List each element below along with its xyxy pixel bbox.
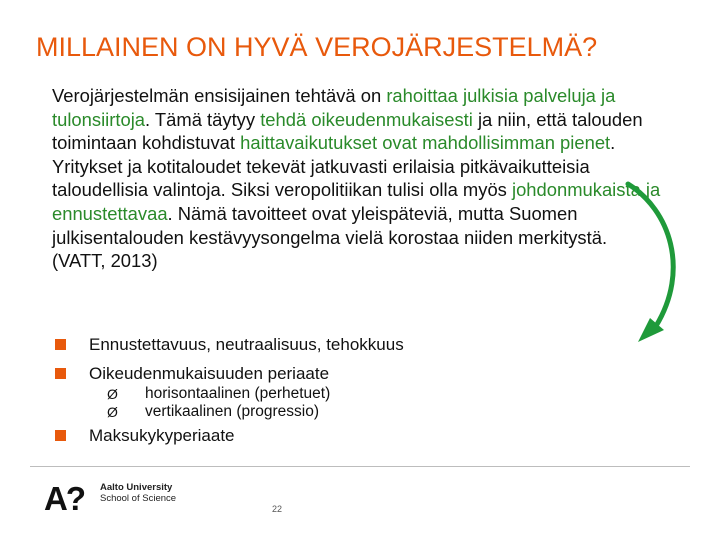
body-text-run: . Tämä täytyy — [145, 108, 261, 130]
list-item — [55, 425, 655, 447]
bullet-list — [55, 334, 655, 447]
sub-bullet-text: horisontaalinen (perhetuet) — [145, 385, 331, 402]
highlighted-text: rahoittaa julkisia palveluja ja tulonsiirtoja — [52, 85, 616, 130]
aalto-logo — [44, 478, 204, 518]
slide-body — [52, 84, 662, 273]
body-text-run: . Nämä tavoitteet ovat yleispäteviä, mutta Suomen julkisentalouden kestävyysongelma vielä korostaa niiden merkitystä. (VATT, 2013) — [52, 202, 608, 272]
curved-arrow-icon — [620, 180, 690, 350]
footer-divider — [30, 466, 690, 467]
square-bullet-icon — [55, 430, 66, 441]
highlighted-text: tehdä oikeudenmukaisesti — [260, 108, 473, 130]
body-text-run: ja niin, että talouden toimintaan kohdistuvat — [52, 108, 643, 154]
sub-list-item — [55, 403, 655, 421]
list-item — [55, 334, 655, 356]
square-bullet-icon — [55, 339, 66, 350]
highlighted-text: haittavaikutukset ovat mahdollisimman pienet — [240, 132, 611, 154]
bullet-text: Ennustettavuus, neutraalisuus, tehokkuus — [89, 335, 404, 354]
logo-mark: A? — [44, 480, 84, 517]
square-bullet-icon — [55, 368, 66, 379]
logo-university: Aalto University — [100, 482, 173, 493]
arrow-marker-icon: Ø — [107, 386, 118, 402]
highlighted-text: johdonmukaista ja ennustettavaa — [52, 179, 661, 224]
body-text-run: . — [610, 132, 616, 154]
body-text-run: Yritykset ja kotitaloudet tekevät jatkuvasti erilaisia pitkävaikutteisia taloudellisia valintoja. Siksi veropolitiikan tulisi olla myös — [52, 155, 590, 201]
logo-school: School of Science — [100, 493, 177, 504]
arrow-marker-icon: Ø — [107, 404, 118, 420]
paragraph-1 — [52, 84, 662, 155]
sub-list-item — [55, 385, 655, 403]
page-number: 22 — [271, 504, 282, 514]
slide-title: MILLAINEN ON HYVÄ VEROJÄRJESTELMÄ? — [36, 32, 598, 62]
sub-bullet-text: vertikaalinen (progressio) — [145, 403, 320, 420]
body-text-run: Verojärjestelmän ensisijainen tehtävä on — [52, 85, 387, 106]
bullet-text: Oikeudenmukaisuuden periaate — [89, 364, 330, 383]
bullet-text: Maksukykyperiaate — [89, 426, 235, 445]
logo-text — [100, 482, 176, 504]
list-item — [55, 363, 655, 385]
paragraph-2 — [52, 155, 662, 273]
